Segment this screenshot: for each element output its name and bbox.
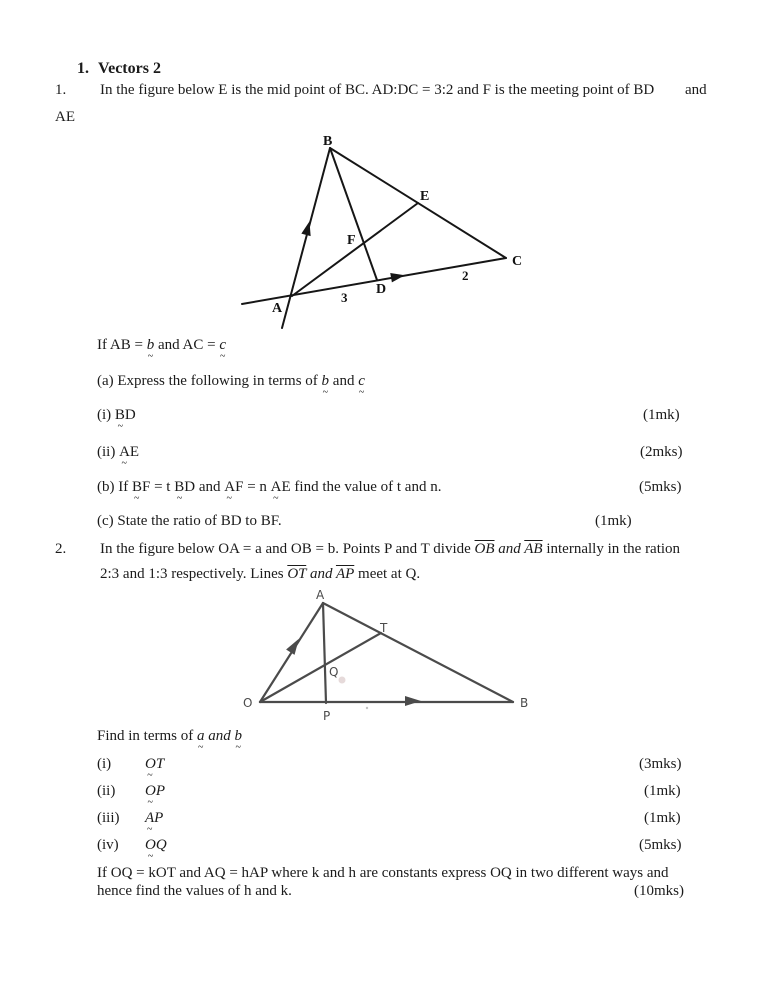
vector-AE: AE ~ — [119, 443, 139, 461]
title-number: 1. — [77, 60, 89, 77]
q2-item-iv — [97, 836, 167, 854]
q2-intro1-t3: internally in the ration — [542, 541, 681, 557]
q1-item-i-mark: (1mk) — [643, 407, 680, 423]
q1-part-b — [97, 478, 441, 496]
q1-intro: In the figure below E is the mid point of BC. AD:DC = 3:2 and F is the meeting point of BD — [100, 82, 655, 98]
q1-item-ii-mark: (2mks) — [640, 444, 683, 460]
vector-AP-overline: $\overline{AP}$ — [335, 566, 355, 582]
item-number: (iv) — [97, 837, 119, 853]
q2-item-iii — [97, 809, 163, 827]
q2-find — [97, 727, 242, 745]
q2-item-ii-mark: (1mk) — [644, 783, 681, 799]
vector-b: b ~ — [147, 336, 155, 354]
item-number: (iii) — [97, 810, 120, 826]
fig2-label-P: P — [323, 709, 331, 723]
vector-OQ: OQ ~ — [145, 836, 167, 854]
q2-intro1-and: and — [494, 541, 525, 557]
vector-AB-overline: $\overline{AB}$ — [524, 541, 543, 557]
vector-a: a ~ — [197, 727, 205, 745]
q2-item-iii-mark: (1mk) — [644, 810, 681, 826]
q1-item-i — [97, 406, 136, 424]
q2-intro2-t3: meet at Q. — [354, 566, 421, 582]
pencil-dot — [366, 707, 368, 709]
vector-OT-overline: $\overline{OT}$ — [287, 566, 307, 582]
q2-figure-triangle-OAB — [240, 585, 540, 725]
arrow-OB-icon — [405, 696, 421, 706]
fig2-label-A: A — [316, 588, 325, 602]
fig2-arrows — [286, 636, 421, 706]
item-number: (i) — [97, 756, 112, 772]
item-number: (i) — [97, 407, 115, 423]
q1-given-lead: If AB = — [97, 337, 147, 353]
q1-part-b-m3: = n — [243, 479, 271, 495]
vector-AF: AF ~ — [224, 478, 243, 496]
q1-part-b-mark: (5mks) — [639, 479, 682, 495]
fig2-label-B: B — [520, 696, 529, 710]
vector-c: c ~ — [219, 336, 226, 354]
vector-AP: AP ~ — [145, 809, 163, 827]
q1-part-b-m1: = t — [150, 479, 175, 495]
q1-given-mid: and AC = — [154, 337, 220, 353]
q1-part-a-mid: and — [329, 373, 359, 389]
vector-b: b ~ — [322, 372, 330, 390]
q2-intro1-t1: In the figure below OA = a and OB = b. Points P and T divide — [100, 541, 475, 557]
q2-item-ii — [97, 782, 165, 800]
vector-OB-overline: $\overline{OB}$ — [474, 541, 495, 557]
vector-BF: BF ~ — [132, 478, 150, 496]
q1-part-c: (c) State the ratio of BD to BF. — [97, 513, 282, 529]
q2-intro2-t1: 2:3 and 1:3 respectively. Lines — [100, 566, 288, 582]
vector-BD: BD ~ — [174, 478, 195, 496]
q2-intro2-and: and — [306, 566, 336, 582]
q1-intro-end: and — [685, 82, 707, 98]
fig1-label-F: F — [347, 233, 356, 248]
vector-OT: OT ~ — [145, 755, 164, 773]
q2-final-mark: (10mks) — [634, 883, 684, 899]
q1-number: 1. — [55, 82, 67, 98]
fig1-label-E: E — [420, 189, 430, 204]
fig1-label-C: C — [512, 254, 523, 269]
vector-OP: OP ~ — [145, 782, 165, 800]
q2-item-i-mark: (3mks) — [639, 756, 682, 772]
q1-part-c-mark: (1mk) — [595, 513, 632, 529]
fig1-label-B: B — [323, 134, 333, 149]
q1-item-ii — [97, 443, 139, 461]
item-number: (ii) — [97, 783, 116, 799]
q2-item-i — [97, 755, 164, 773]
fig1-label-D: D — [376, 282, 387, 297]
q1-part-b-lead: (b) If — [97, 479, 132, 495]
fig2-label-T: T — [380, 621, 388, 635]
q1-part-a — [97, 372, 365, 390]
q1-given — [97, 336, 226, 354]
vector-c: c ~ — [358, 372, 365, 390]
item-number: (ii) — [97, 444, 120, 460]
fig2-label-Q: Q — [329, 665, 339, 679]
title-text: Vectors 2 — [98, 60, 161, 77]
q1-part-b-tail: find the value of t and n. — [290, 479, 442, 495]
q2-item-iv-mark: (5mks) — [639, 837, 682, 853]
fig2-label-O: O — [243, 696, 253, 710]
vector-b: b ~ — [235, 727, 243, 745]
q2-intro-line1 — [100, 540, 680, 558]
eraser-smudge — [339, 677, 346, 684]
q1-part-a-lead: (a) Express the following in terms of — [97, 373, 322, 389]
q1-figure-triangle-ABC — [240, 128, 540, 336]
fig1-label-A: A — [272, 301, 283, 316]
vector-BD: BD ~ — [115, 406, 136, 424]
q2-number: 2. — [55, 541, 67, 557]
vector-AE: AE ~ — [271, 478, 291, 496]
q2-intro-line2 — [100, 565, 420, 583]
q2-final-line2: hence find the values of h and k. — [97, 883, 292, 899]
q2-final-line1: If OQ = kOT and AQ = hAP where k and h are constants express OQ in two different ways and — [97, 865, 669, 881]
q2-find-and: and — [204, 728, 235, 744]
arrow-AB-icon — [301, 220, 314, 236]
q1-intro-cont: AE — [55, 109, 75, 125]
fig1-segment-AD: 3 — [341, 290, 348, 305]
q2-find-lead: Find in terms of — [97, 728, 197, 744]
fig1-segment-DC: 2 — [462, 268, 469, 283]
page-title — [77, 60, 161, 78]
q1-part-b-m2: and — [195, 479, 225, 495]
